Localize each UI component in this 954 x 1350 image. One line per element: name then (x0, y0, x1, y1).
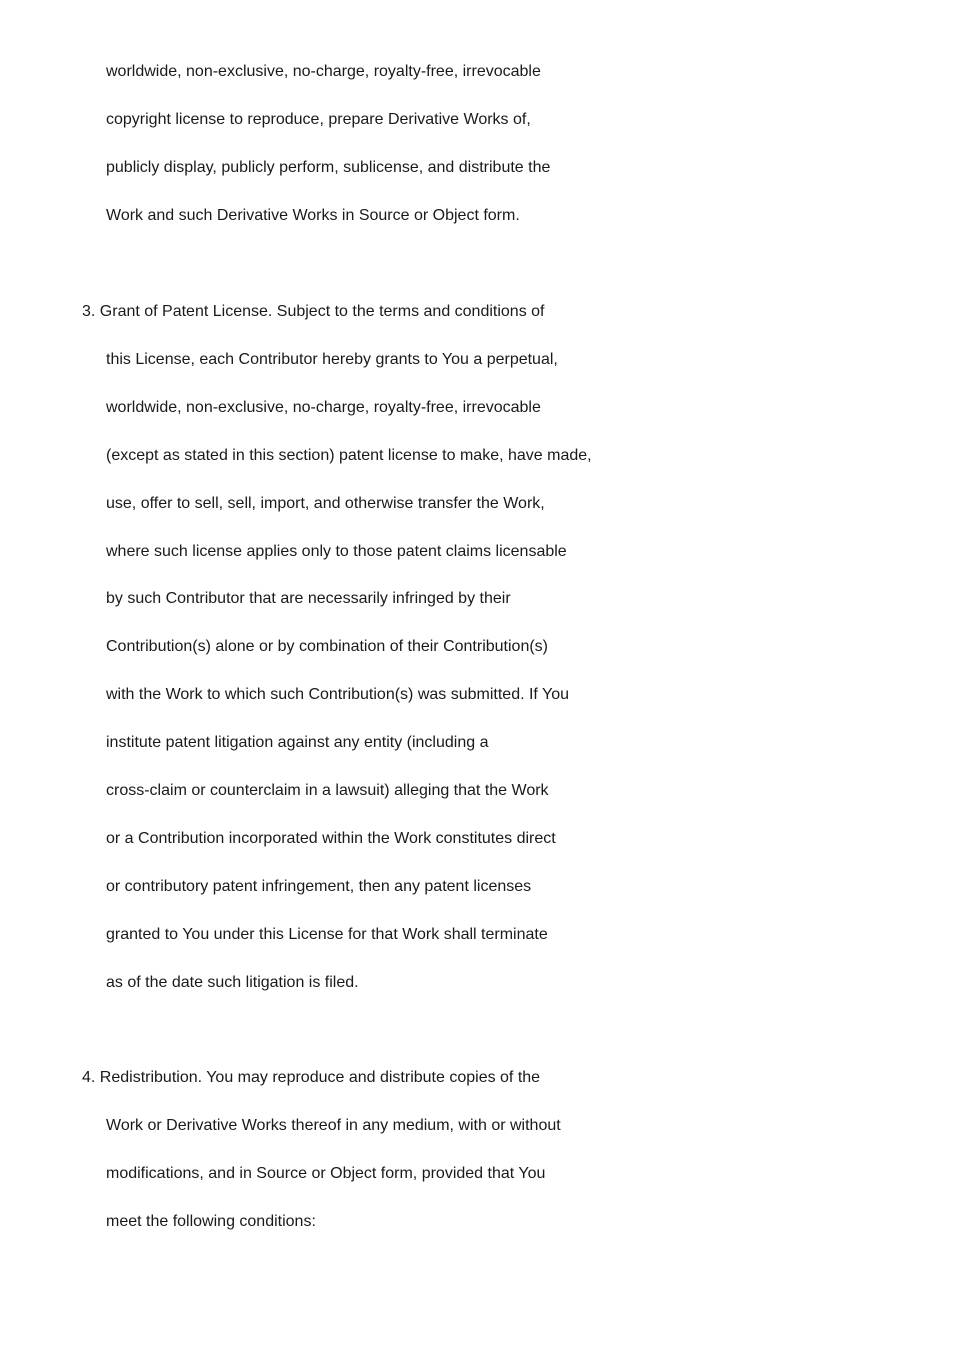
paragraph-line: where such license applies only to those patent claims licensable (106, 543, 567, 560)
paragraph-line: Work and such Derivative Works in Source or Object form. (106, 207, 520, 224)
paragraph-line: cross-claim or counterclaim in a lawsuit) alleging that the Work (106, 782, 549, 799)
paragraph-line: modifications, and in Source or Object form, provided that You (106, 1165, 546, 1182)
paragraph-line: as of the date such litigation is filed. (106, 974, 359, 991)
paragraph-line: institute patent litigation against any entity (including a (106, 734, 489, 751)
paragraph-line: use, offer to sell, sell, import, and otherwise transfer the Work, (106, 495, 545, 512)
paragraph-line: worldwide, non-exclusive, no-charge, royalty-free, irrevocable (106, 399, 541, 416)
section-3-heading-line: 3. Grant of Patent License. Subject to the terms and conditions of (82, 303, 545, 320)
paragraph-line: by such Contributor that are necessarily infringed by their (106, 590, 511, 607)
paragraph-line: this License, each Contributor hereby grants to You a perpetual, (106, 351, 558, 368)
paragraph-line: (except as stated in this section) patent license to make, have made, (106, 447, 592, 464)
paragraph-line: or a Contribution incorporated within the Work constitutes direct (106, 830, 556, 847)
paragraph-line: Work or Derivative Works thereof in any medium, with or without (106, 1117, 561, 1134)
paragraph-line: publicly display, publicly perform, sublicense, and distribute the (106, 159, 551, 176)
paragraph-line: or contributory patent infringement, then any patent licenses (106, 878, 532, 895)
paragraph-line: worldwide, non-exclusive, no-charge, royalty-free, irrevocable (106, 63, 541, 80)
paragraph-line: with the Work to which such Contribution(s) was submitted. If You (106, 686, 570, 703)
paragraph-line: copyright license to reproduce, prepare Derivative Works of, (106, 111, 531, 128)
paragraph-line: granted to You under this License for that Work shall terminate (106, 926, 548, 943)
paragraph-line: Contribution(s) alone or by combination of their Contribution(s) (106, 638, 548, 655)
section-4-heading-line: 4. Redistribution. You may reproduce and distribute copies of the (82, 1069, 541, 1086)
paragraph-line: meet the following conditions: (106, 1213, 316, 1230)
